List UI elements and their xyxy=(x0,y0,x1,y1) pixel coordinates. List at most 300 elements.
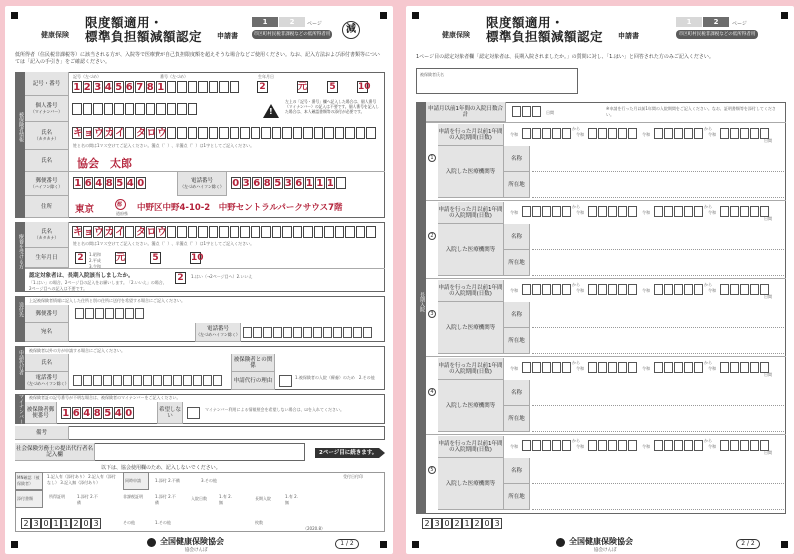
date-boxes[interactable] xyxy=(720,362,769,373)
kana-box[interactable] xyxy=(324,127,334,139)
kana-box[interactable] xyxy=(272,226,282,238)
insured-addr-rest[interactable]: 中野区中野4-10-2 中野セントラルパークサウス7階 xyxy=(137,203,343,213)
page-number: 2 / 2 xyxy=(736,539,760,549)
kana-box[interactable]: キ xyxy=(73,227,83,238)
page-word: ページ xyxy=(307,21,322,27)
next-page-indicator: 2ページ目に続きます。 xyxy=(315,448,379,458)
kigou-digits[interactable] xyxy=(72,81,239,93)
birth-month[interactable]: 5 xyxy=(327,81,338,93)
kigou-sub: 記号（左づめ） xyxy=(73,74,101,79)
patient-kana-note: 姓と名の間は1マス空けてご記入ください。濁点（゛）、半濁点（゜）は1字としてご記入ください。 xyxy=(73,241,255,246)
digit-box[interactable] xyxy=(156,103,166,115)
footer-logo: 全国健康保険協会 xyxy=(160,537,224,546)
form-title-suffix: 申請書 xyxy=(217,32,238,40)
to-word: から xyxy=(704,126,712,131)
bango-sub: 番号（左づめ） xyxy=(160,74,188,79)
kyokai-logo-icon xyxy=(147,538,156,547)
mynumber-digits[interactable] xyxy=(72,103,197,115)
kana-box[interactable] xyxy=(335,226,345,238)
era-word: 令和 xyxy=(576,132,584,137)
kana-box[interactable] xyxy=(167,226,177,238)
kana-box[interactable]: イ xyxy=(115,128,125,139)
digit-box[interactable]: 3 xyxy=(242,178,250,189)
patient-birth-month[interactable]: 5 xyxy=(150,252,161,264)
digit-box[interactable] xyxy=(114,103,124,115)
date-boxes[interactable] xyxy=(654,362,703,373)
digit-box[interactable]: 1 xyxy=(74,178,82,189)
remarks-label: 備考 xyxy=(15,426,69,440)
entry-period-label: 申請を行った月以前1年間の入院期間(日数) xyxy=(438,436,504,458)
date-boxes[interactable] xyxy=(654,128,703,139)
digit-box[interactable]: 0 xyxy=(232,178,240,189)
digit-box[interactable]: 5 xyxy=(116,178,124,189)
digit-box[interactable] xyxy=(72,103,82,115)
digit-box[interactable]: 2 xyxy=(83,82,91,93)
to-word: から xyxy=(572,204,580,209)
kana-box[interactable] xyxy=(209,226,219,238)
digit-box[interactable]: 1 xyxy=(305,178,313,189)
entry-name-field[interactable] xyxy=(532,249,784,250)
page-number: 1 / 2 xyxy=(335,539,359,549)
kana-box[interactable] xyxy=(219,226,229,238)
entry-name-field[interactable] xyxy=(532,327,784,328)
insured-zip-label: 郵便番号 （ハイフン除く） xyxy=(25,172,69,196)
intro-text: 低所得者（住民税非課税等）に該当される方が、入院等で医療費が自己負担限度額を超えそうな場合などご使用ください。なお、記入方法および添付書類等については「記入の手引き」をご確認ください。 xyxy=(15,52,380,65)
digit-box[interactable] xyxy=(146,103,156,115)
digit-box[interactable]: 4 xyxy=(126,178,134,189)
entry-addr-field[interactable] xyxy=(532,275,784,276)
patient-side-label: 療養を受ける方 xyxy=(15,222,25,292)
digit-box[interactable]: 8 xyxy=(263,178,271,189)
delivery-zip-label: 郵便番号 xyxy=(25,305,69,323)
delivery-zip-boxes[interactable] xyxy=(75,308,144,319)
entry-number: 1 xyxy=(428,154,436,162)
era-word: 令和 xyxy=(708,444,716,449)
kana-box[interactable]: イ xyxy=(115,227,125,238)
total-days-unit: 日間 xyxy=(546,110,554,115)
registration-mark xyxy=(11,12,18,19)
footer-logo: 全国健康保険協会 xyxy=(569,537,633,546)
digit-box[interactable] xyxy=(188,81,198,93)
kana-box[interactable] xyxy=(314,127,324,139)
intro-text: 1ページ目の認定対象者欄「認定対象者は、長期入院されましたか。」の質問に対し、「1.はい」と回答された方のみご記入ください。 xyxy=(416,54,714,60)
mynumber-label: 個人番号 （マイナンバー） xyxy=(25,96,69,122)
kana-box[interactable] xyxy=(324,226,334,238)
mynumber-zip-digits[interactable] xyxy=(61,407,134,419)
reduction-stamp: 減 xyxy=(342,21,360,39)
date-boxes[interactable] xyxy=(588,284,637,295)
to-word: から xyxy=(704,438,712,443)
date-boxes[interactable] xyxy=(522,206,571,217)
entry-addr-label: 所在地 xyxy=(504,172,530,198)
entry-number: 5 xyxy=(428,466,436,474)
digit-box[interactable]: 6 xyxy=(72,408,80,419)
date-boxes[interactable] xyxy=(720,284,769,295)
entry-name-label: 名称 xyxy=(504,380,530,406)
kana-box[interactable] xyxy=(240,226,250,238)
digit-box[interactable]: 6 xyxy=(295,178,303,189)
kana-box[interactable] xyxy=(345,226,355,238)
entry-period-label: 申請を行った月以前1年間の入院期間(日数) xyxy=(438,280,504,302)
office-tax-options: 1.添付 2.不備 xyxy=(155,494,176,505)
entry-name-field[interactable] xyxy=(532,405,784,406)
kana-box[interactable]: ウ xyxy=(157,227,167,238)
entry-divider xyxy=(426,434,786,435)
patient-birth-era-year[interactable]: 元 xyxy=(116,253,126,263)
insured-name-value[interactable]: 協会 太郎 xyxy=(77,157,132,170)
digit-box[interactable] xyxy=(93,103,103,115)
digit-box[interactable] xyxy=(219,81,229,93)
kana-box[interactable] xyxy=(261,226,271,238)
kana-box[interactable] xyxy=(230,127,240,139)
page-tab-active: 1 xyxy=(252,17,278,27)
kana-box[interactable] xyxy=(198,127,208,139)
total-days-label: 申請月以前1年間の入院日数合計 xyxy=(426,102,506,122)
date-boxes[interactable] xyxy=(588,206,637,217)
kyokai-logo-icon xyxy=(556,538,565,547)
entry-addr-label: 所在地 xyxy=(504,484,530,510)
delivery-tel-label: 電話番号 （左づめハイフン除く） xyxy=(195,323,241,342)
era-word: 令和 xyxy=(510,132,518,137)
kana-box[interactable] xyxy=(303,127,313,139)
kana-box[interactable] xyxy=(356,127,366,139)
era-word: 令和 xyxy=(576,210,584,215)
kana-box[interactable] xyxy=(125,127,135,139)
insured-tel-label: 電話番号 （左づめハイフン除く） xyxy=(177,172,227,196)
registration-mark xyxy=(781,541,788,548)
date-boxes[interactable] xyxy=(588,362,637,373)
digit-box[interactable]: 3 xyxy=(284,178,292,189)
insured-name-label: 被保険者氏名 xyxy=(420,72,444,77)
office-attach-text: 添付書類 xyxy=(17,496,33,501)
kana-box[interactable] xyxy=(282,226,292,238)
insured-side-label: 被保険者情報 xyxy=(15,72,25,218)
digit-box[interactable]: 6 xyxy=(125,82,133,93)
patient-era-options: 1.昭和 2.平成 3.令和 xyxy=(89,252,101,269)
kana-box[interactable] xyxy=(303,226,313,238)
birth-era[interactable]: 2 xyxy=(257,81,268,93)
total-days-note: ※申請を行った月以前1年間の入院期間をご記入ください。なお、証明書類等を添付してください。 xyxy=(606,106,776,117)
delivery-tel-boxes[interactable] xyxy=(243,327,372,338)
insured-name-label: 氏名 xyxy=(25,150,69,172)
era-word: 令和 xyxy=(642,288,650,293)
kana-box[interactable]: ロ xyxy=(146,128,157,139)
kana-box[interactable] xyxy=(125,226,135,238)
footer-sub: 協会けんぽ xyxy=(185,548,208,553)
date-boxes[interactable] xyxy=(720,128,769,139)
digit-box[interactable]: 7 xyxy=(136,82,144,93)
insured-addr-pref[interactable]: 東京 xyxy=(75,204,95,215)
kana-box[interactable] xyxy=(366,226,376,238)
office-other-opt: 1.その他 xyxy=(155,520,171,525)
entry-addr-field[interactable] xyxy=(532,431,784,432)
digit-box[interactable] xyxy=(230,81,240,93)
office-days-options: 1.有 2.無 xyxy=(219,494,232,505)
digit-box[interactable] xyxy=(83,103,93,115)
no-consent-label: 希望しない xyxy=(157,402,183,424)
kana-box[interactable]: カ xyxy=(104,128,115,139)
insured-tel-digits[interactable] xyxy=(231,177,346,189)
kana-box[interactable]: ョ xyxy=(83,128,94,139)
era-word: 令和 xyxy=(576,288,584,293)
digit-box[interactable]: 8 xyxy=(146,82,154,93)
digit-box[interactable]: 4 xyxy=(95,178,103,189)
entry-name-field[interactable] xyxy=(532,171,784,172)
birth-sub: 生年月日 xyxy=(258,74,274,79)
kana-box[interactable] xyxy=(293,127,303,139)
to-word: から xyxy=(704,360,712,365)
digit-box[interactable]: 4 xyxy=(104,82,112,93)
date-boxes[interactable] xyxy=(720,206,769,217)
date-boxes[interactable] xyxy=(522,362,571,373)
digit-box[interactable]: 0 xyxy=(125,408,133,419)
no-consent-checkbox[interactable] xyxy=(187,407,200,419)
date-boxes[interactable] xyxy=(654,440,703,451)
entry-addr-field[interactable] xyxy=(532,509,784,510)
entry-addr-field[interactable] xyxy=(532,353,784,354)
entry-addr-field[interactable] xyxy=(532,197,784,198)
long-stay-options: 1.はい（→2ページ目へ）2.いいえ xyxy=(191,274,253,279)
digit-box[interactable] xyxy=(177,103,187,115)
kana-box[interactable] xyxy=(188,127,198,139)
kana-box[interactable]: ウ xyxy=(94,128,104,139)
mynumber-side-label: マイナンバー xyxy=(15,394,25,424)
entry-hospital-label: 入院した医療機関等 xyxy=(438,458,504,510)
page-tab-active: 2 xyxy=(703,17,729,27)
kana-box[interactable] xyxy=(230,226,240,238)
insured-kana-label: 氏名 （カタカナ） xyxy=(25,122,69,150)
registration-mark xyxy=(781,12,788,19)
form-title-suffix: 申請書 xyxy=(618,32,639,40)
digit-box[interactable] xyxy=(198,81,208,93)
mynumber-zip-label: 被保険者郵便番号 xyxy=(25,402,57,424)
era-word: 令和 xyxy=(708,366,716,371)
long-stay-answer[interactable]: 2 xyxy=(175,272,186,284)
registration-mark xyxy=(380,12,387,19)
form-title-line1: 限度額適用・ xyxy=(486,15,565,30)
agent-reason-options: 1.被保険者の入院（療養）のため 2.その他 xyxy=(295,375,375,380)
patient-birth-era[interactable]: 2 xyxy=(75,252,86,264)
digit-box[interactable]: 4 xyxy=(83,408,91,419)
date-boxes[interactable] xyxy=(588,440,637,451)
date-boxes[interactable] xyxy=(522,128,571,139)
kana-box[interactable] xyxy=(261,127,271,139)
control-number: 2 3 0 1 1 2 0 3 xyxy=(21,518,101,529)
kana-box[interactable] xyxy=(345,127,355,139)
form-version: （2020.8） xyxy=(303,526,325,531)
date-boxes[interactable] xyxy=(720,440,769,451)
office-long-text: 長期入院 xyxy=(255,496,271,501)
kana-box[interactable] xyxy=(356,226,366,238)
date-boxes[interactable] xyxy=(522,440,571,451)
date-boxes[interactable] xyxy=(522,284,571,295)
kana-box[interactable]: ロ xyxy=(146,227,157,238)
control-number: 2 3 0 2 1 2 0 3 xyxy=(422,518,502,529)
agent-reason-box[interactable] xyxy=(279,375,292,387)
era-word: 令和 xyxy=(576,366,584,371)
digit-box[interactable]: 3 xyxy=(94,82,102,93)
days-word: 日間 xyxy=(764,450,772,455)
registration-mark xyxy=(412,541,419,548)
page-tab-inactive: 2 xyxy=(279,17,305,27)
agent-relation-label: 被保険者との関係 xyxy=(231,354,275,372)
days-word: 日間 xyxy=(764,294,772,299)
to-word: から xyxy=(704,204,712,209)
birth-day[interactable]: 10 xyxy=(358,82,371,92)
kana-box[interactable] xyxy=(293,226,303,238)
patient-birth-day[interactable]: 10 xyxy=(191,253,204,263)
no-consent-note: マイナンバー利用による情報照会を希望しない場合は、☑を入れてください。 xyxy=(205,407,345,412)
entry-divider xyxy=(426,278,786,279)
kana-box[interactable] xyxy=(282,127,292,139)
digit-box[interactable] xyxy=(125,103,135,115)
kana-box[interactable]: ウ xyxy=(94,227,104,238)
kana-box[interactable] xyxy=(251,127,261,139)
digit-box[interactable]: 1 xyxy=(73,82,81,93)
insurance-kind: 健康保険 xyxy=(442,31,470,39)
office-sheets-text: 枚数 xyxy=(255,520,263,525)
office-long-options: 1.有 2.無 xyxy=(285,494,298,505)
kana-box[interactable] xyxy=(240,127,250,139)
kana-box[interactable]: タ xyxy=(136,128,146,139)
kana-box[interactable] xyxy=(167,127,177,139)
digit-box[interactable]: 1 xyxy=(316,178,324,189)
era-word: 令和 xyxy=(708,288,716,293)
insured-kana-boxes[interactable] xyxy=(72,127,376,139)
entry-hospital-label: 入院した医療機関等 xyxy=(438,146,504,198)
office-days-text: 入院日数 xyxy=(191,496,207,501)
digit-box[interactable]: 4 xyxy=(114,408,122,419)
kana-box[interactable]: ウ xyxy=(157,128,167,139)
date-boxes[interactable] xyxy=(654,206,703,217)
kana-box[interactable] xyxy=(272,127,282,139)
date-boxes[interactable] xyxy=(654,284,703,295)
kana-box[interactable] xyxy=(335,127,345,139)
digit-box[interactable] xyxy=(167,103,177,115)
entry-period-label: 申請を行った月以前1年間の入院期間(日数) xyxy=(438,124,504,146)
digit-box[interactable] xyxy=(135,103,145,115)
digit-box[interactable]: 1 xyxy=(62,408,70,419)
row-divider xyxy=(69,171,385,172)
addr-todo: 都 xyxy=(117,202,123,208)
row-divider xyxy=(25,268,385,269)
mynumber-note: 被保険者証の記号番号が不明な場合は、被保険者のマイナンバーをご記入ください。 xyxy=(29,395,181,400)
kana-box[interactable] xyxy=(209,127,219,139)
digit-box[interactable]: 5 xyxy=(104,408,112,419)
office-other-options: 3.その他 xyxy=(201,478,217,483)
kana-box[interactable] xyxy=(177,127,187,139)
digit-box[interactable]: 8 xyxy=(105,178,113,189)
digit-box[interactable] xyxy=(188,103,198,115)
digit-box[interactable] xyxy=(177,81,187,93)
entry-addr-label: 所在地 xyxy=(504,250,530,276)
entry-name-field[interactable] xyxy=(532,483,784,484)
digit-box[interactable]: 6 xyxy=(84,178,92,189)
era-word: 令和 xyxy=(510,210,518,215)
office-use-caption: 以下は、協会使用欄のため、記入しないでください。 xyxy=(101,465,221,471)
to-word: から xyxy=(572,282,580,287)
kana-box[interactable]: タ xyxy=(136,227,146,238)
agent-side-label: 申請代行者 xyxy=(15,346,25,390)
entry-hospital-label: 入院した医療機関等 xyxy=(438,302,504,354)
era-word: 令和 xyxy=(576,444,584,449)
digit-box[interactable]: 1 xyxy=(326,178,334,189)
entry-name-label: 名称 xyxy=(504,146,530,172)
remarks-row xyxy=(15,426,385,440)
long-stay-side-label: 長期入院 xyxy=(416,102,426,514)
form-title-line2: 標準負担額減額認定 xyxy=(85,29,203,44)
digit-box[interactable]: 1 xyxy=(157,82,165,93)
digit-box[interactable]: 0 xyxy=(137,178,145,189)
office-other-text: その他 xyxy=(123,520,135,525)
era-word: 令和 xyxy=(510,366,518,371)
long-stay-note: 「1.はい」の場合、2ページ目の記入をお願いします。「2.いいえ」の場合、2ページ目への記入は不要です。 xyxy=(29,280,167,291)
page-tab-inactive: 1 xyxy=(676,17,702,27)
entry-divider xyxy=(426,356,786,357)
insured-addr-label: 住所 xyxy=(25,196,69,218)
days-word: 日間 xyxy=(764,138,772,143)
kana-box[interactable] xyxy=(366,127,376,139)
era-word: 令和 xyxy=(708,210,716,215)
office-simul-text: 同時申請 xyxy=(125,478,141,483)
era-word: 令和 xyxy=(642,210,650,215)
agency-label: 社会保険労務士の提出代行者名記入欄 xyxy=(15,443,95,461)
low-income-pill: 市区町村民税非課税などの低所得者用 xyxy=(676,30,758,39)
to-word: から xyxy=(704,282,712,287)
total-days-boxes[interactable] xyxy=(512,106,541,117)
kana-box[interactable] xyxy=(177,226,187,238)
office-income-options: 1.添付 2.不備 xyxy=(77,494,98,505)
digit-box[interactable]: 8 xyxy=(93,408,101,419)
agent-tel-label: 電話番号 （左づめハイフン除く） xyxy=(25,372,69,390)
entry-hospital-label: 入院した医療機関等 xyxy=(438,380,504,432)
patient-birth-label: 生年月日 xyxy=(25,248,69,268)
agent-note: 被保険者以外の方が申請する場合にご記入ください。 xyxy=(29,348,125,353)
kana-box[interactable] xyxy=(188,226,198,238)
entry-divider xyxy=(426,122,786,123)
birth-era-year[interactable]: 元 xyxy=(298,82,308,92)
digit-box[interactable] xyxy=(336,177,346,189)
kana-box[interactable] xyxy=(219,127,229,139)
digit-box[interactable]: 5 xyxy=(115,82,123,93)
agent-tel-boxes[interactable] xyxy=(73,375,222,386)
digit-box[interactable] xyxy=(167,81,177,93)
digit-box[interactable] xyxy=(209,81,219,93)
entry-period-label: 申請を行った月以前1年間の入院期間(日数) xyxy=(438,202,504,224)
entry-number: 2 xyxy=(428,232,436,240)
entry-period-label: 申請を行った月以前1年間の入院期間(日数) xyxy=(438,358,504,380)
registration-mark xyxy=(380,541,387,548)
digit-box[interactable]: 6 xyxy=(253,178,261,189)
office-income-text: 所得証明 xyxy=(49,494,65,499)
kana-box[interactable] xyxy=(314,226,324,238)
kana-box[interactable] xyxy=(251,226,261,238)
kana-box[interactable]: ョ xyxy=(83,227,94,238)
kana-box[interactable]: キ xyxy=(73,128,83,139)
kana-box[interactable] xyxy=(198,226,208,238)
digit-box[interactable] xyxy=(104,103,114,115)
patient-kana-boxes[interactable] xyxy=(72,226,376,238)
office-mn-text: MN確認（被保険者） xyxy=(17,475,40,486)
insured-zip-digits[interactable] xyxy=(73,177,146,189)
date-boxes[interactable] xyxy=(588,128,637,139)
insurance-kind: 健康保険 xyxy=(41,31,69,39)
kana-box[interactable]: カ xyxy=(104,227,115,238)
digit-box[interactable]: 5 xyxy=(274,178,282,189)
entry-hospital-label: 入院した医療機関等 xyxy=(438,224,504,276)
entry-name-label: 名称 xyxy=(504,302,530,328)
era-word: 令和 xyxy=(642,132,650,137)
